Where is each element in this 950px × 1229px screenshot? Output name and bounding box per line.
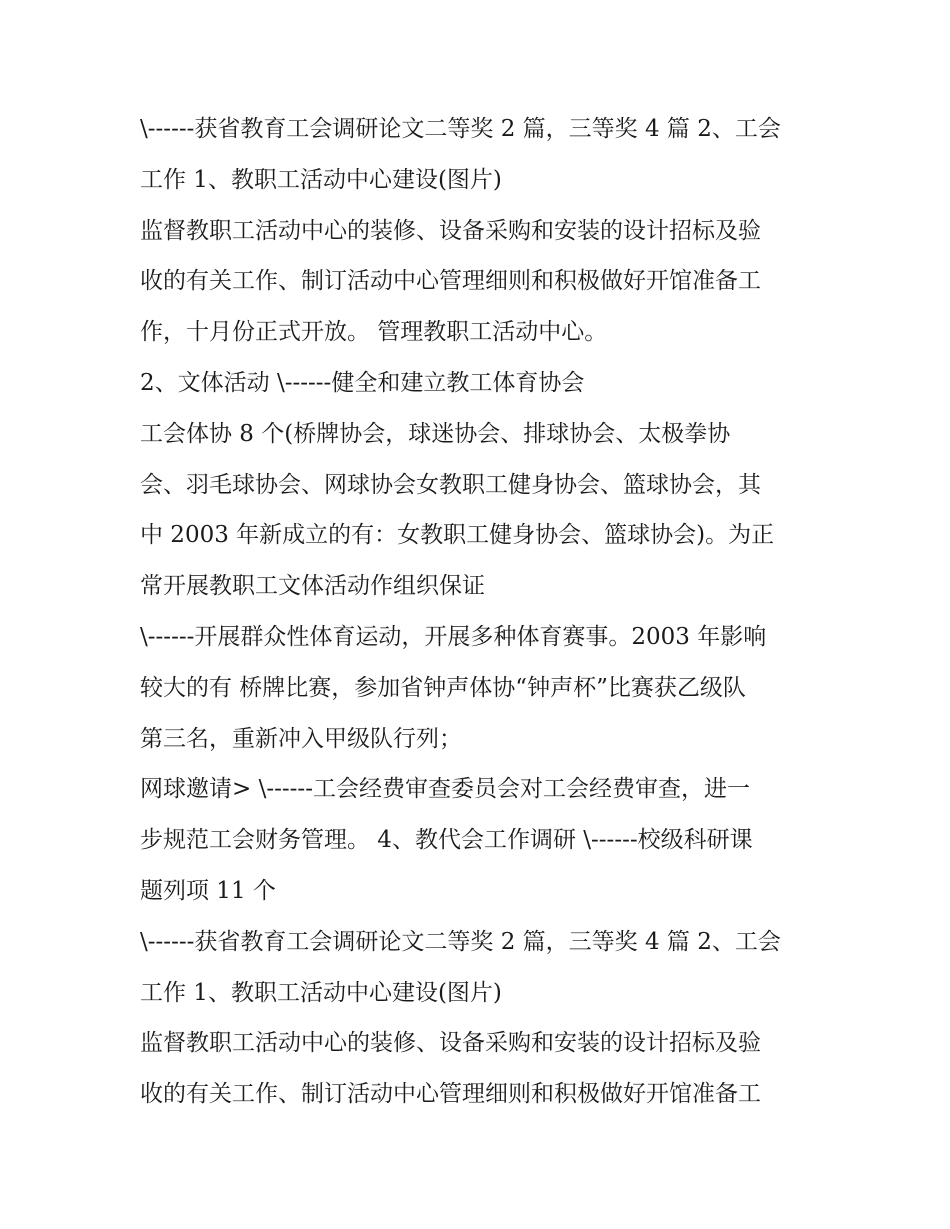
text-line: 步规范工会财务管理。 4、教代会工作调研 \------校级科研课 [140, 827, 753, 854]
text-line: 常开展教职工文体活动作组织保证 [140, 573, 485, 600]
text-line: 较大的有 桥牌比赛，参加省钟声体协“钟声杯”比赛获乙级队 [140, 674, 746, 701]
text-line: 收的有关工作、制订活动中心管理细则和积极做好开馆准备工 [140, 1081, 761, 1108]
text-line: 中 2003 年新成立的有：女教职工健身协会、篮球协会)。为正 [140, 522, 775, 549]
text-line: \------开展群众性体育运动，开展多种体育赛事。2003 年影响 [140, 623, 767, 650]
text-line: 第三名，重新冲入甲级队行列； [140, 725, 462, 752]
text-line: 收的有关工作、制订活动中心管理细则和积极做好开馆准备工 [140, 268, 761, 295]
text-line: 作，十月份正式开放。 管理教职工活动中心。 [140, 319, 608, 346]
body-text [140, 104, 820, 1120]
text-line: 监督教职工活动中心的装修、设备采购和安装的设计招标及验 [140, 217, 761, 244]
text-line: 会、羽毛球协会、网球协会女教职工健身协会、篮球协会，其 [140, 471, 761, 498]
text-line: 监督教职工活动中心的装修、设备采购和安装的设计招标及验 [140, 1030, 761, 1057]
text-line: 工作 1、教职工活动中心建设(图片) [140, 166, 502, 193]
text-line: \------获省教育工会调研论文二等奖 2 篇，三等奖 4 篇 2、工会 [140, 928, 781, 955]
text-line: 工会体协 8 个(桥牌协会，球迷协会、排球协会、太极拳协 [140, 420, 731, 447]
text-line: 2、文体活动 \------健全和建立教工体育协会 [140, 369, 585, 396]
text-line: \------获省教育工会调研论文二等奖 2 篇，三等奖 4 篇 2、工会 [140, 116, 781, 142]
text-line: 网球邀请> \------工会经费审查委员会对工会经费审查，进一 [140, 776, 750, 803]
text-line: 工作 1、教职工活动中心建设(图片) [140, 979, 502, 1006]
text-line: 题列项 11 个 [140, 877, 276, 904]
